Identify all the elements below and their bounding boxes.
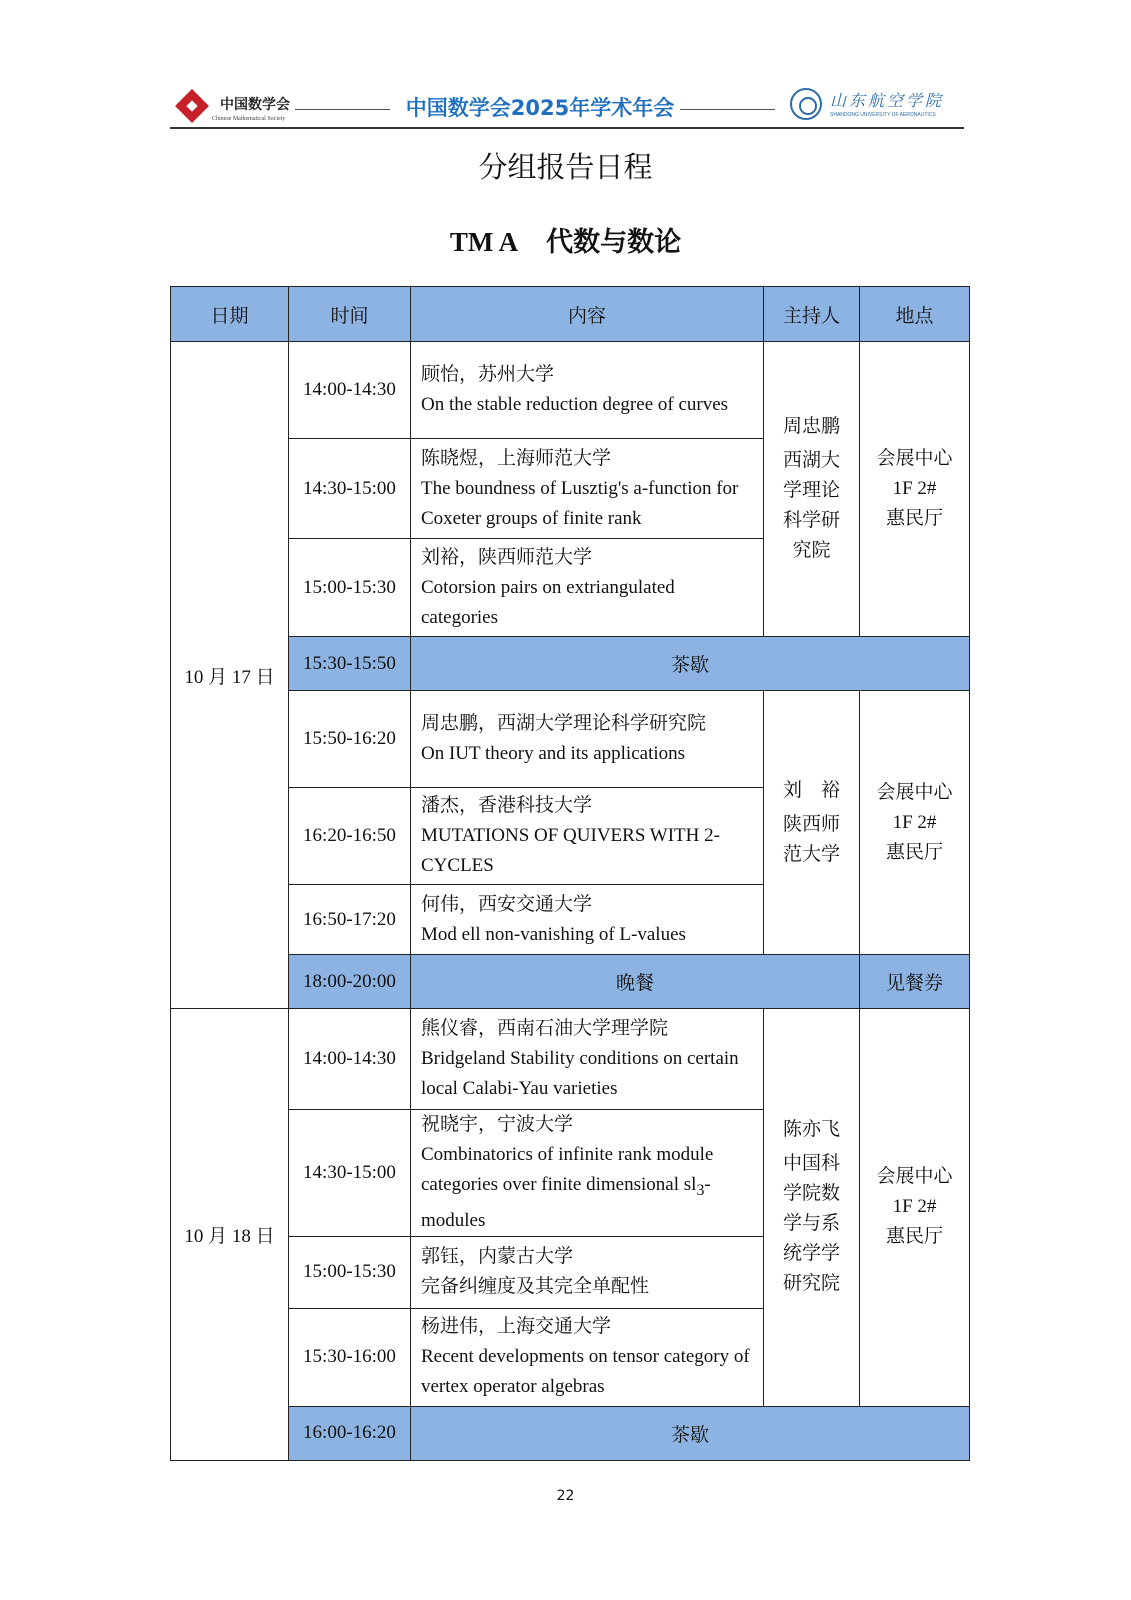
time-cell: 14:30-15:00 <box>289 439 411 539</box>
break-place: 见餐券 <box>860 955 970 1009</box>
speaker: 何伟，西安交通大学 <box>421 893 593 915</box>
time-cell: 16:20-16:50 <box>289 788 411 885</box>
header-host: 主持人 <box>764 287 860 342</box>
cms-logo-en: Chinese Mathematical Society <box>212 116 286 122</box>
place-line: 1F 2# <box>892 478 937 499</box>
time-cell: 14:00-14:30 <box>289 342 411 439</box>
break-label: 茶歇 <box>411 637 970 691</box>
break-label: 晚餐 <box>411 955 860 1009</box>
talk-title-subscript: 3 <box>696 1181 705 1199</box>
talk-cell <box>411 885 764 955</box>
section-code: TM A <box>449 227 519 257</box>
talk-cell <box>411 1009 764 1110</box>
speaker: 祝晓宇，宁波大学 <box>421 1114 574 1135</box>
page-title: 分组报告日程 <box>478 150 653 184</box>
talk-title: Cotorsion pairs on extriangulated categories <box>421 576 675 628</box>
talk-cell <box>411 539 764 637</box>
host-org-line: 研究院 <box>782 1273 840 1295</box>
time-cell: 16:50-17:20 <box>289 885 411 955</box>
cms-logo <box>176 88 306 128</box>
place-line: 会展中心 <box>876 448 953 469</box>
host-cell <box>764 342 860 637</box>
time-cell: 15:00-15:30 <box>289 539 411 637</box>
host-org-line: 西湖大 <box>782 450 840 471</box>
talk-title: On IUT theory and its applications <box>421 743 686 764</box>
host-org-line: 陕西师 <box>782 813 840 835</box>
place-line: 会展中心 <box>876 781 953 803</box>
date-cell: 10 月 17 日 <box>171 342 289 1009</box>
place-line: 惠民厅 <box>885 841 943 863</box>
talk-title-tail: -modules <box>421 1174 711 1231</box>
host-org-line: 学理论 <box>782 480 840 501</box>
break-row <box>171 955 970 1009</box>
page-number: 22 <box>556 1488 575 1504</box>
section-name: 代数与数论 <box>546 227 682 257</box>
date-cell: 10 月 18 日 <box>171 1009 289 1461</box>
time-cell: 14:30-15:00 <box>289 1110 411 1237</box>
university-logo <box>790 84 964 126</box>
time-cell: 14:00-14:30 <box>289 1009 411 1110</box>
cms-diamond-icon <box>175 89 209 123</box>
host-org-line: 科学研 <box>782 510 840 531</box>
host-org-line: 统学学 <box>782 1243 840 1265</box>
host-name: 刘 裕 <box>782 779 840 801</box>
talk-title: On the stable reduction degree of curves <box>421 394 729 415</box>
header-date: 日期 <box>171 287 289 342</box>
break-row <box>171 1406 970 1460</box>
place-cell <box>860 1009 970 1407</box>
talk-cell <box>411 1308 764 1406</box>
speaker: 刘裕，陕西师范大学 <box>421 546 593 568</box>
table-row <box>171 691 970 788</box>
table-row <box>171 342 970 439</box>
place-line: 惠民厅 <box>885 1226 943 1248</box>
speaker: 陈晓煜，上海师范大学 <box>421 447 612 469</box>
talk-cell <box>411 1110 764 1237</box>
cms-logo-cn: 中国数学会 <box>220 97 290 113</box>
host-org-line: 中国科 <box>782 1153 840 1175</box>
host-cell <box>764 691 860 955</box>
table-row <box>171 1009 970 1110</box>
talk-cell <box>411 788 764 885</box>
speaker: 熊仪睿，西南石油大学理学院 <box>421 1018 669 1039</box>
break-row <box>171 637 970 691</box>
header-divider-right <box>680 109 775 110</box>
place-cell <box>860 342 970 637</box>
speaker: 周忠鹏，西湖大学理论科学研究院 <box>421 713 707 734</box>
talk-title: MUTATIONS OF QUIVERS WITH 2-CYCLES <box>421 825 720 876</box>
talk-title <box>421 1140 753 1236</box>
talk-title: The boundness of Lusztig's a-function for Coxeter groups of finite rank <box>421 477 739 529</box>
place-line: 会展中心 <box>876 1166 953 1188</box>
header-place: 地点 <box>860 287 970 342</box>
header-rule <box>170 127 964 129</box>
host-org-line: 究院 <box>792 540 831 561</box>
place-line: 惠民厅 <box>885 508 943 529</box>
time-cell: 18:00-20:00 <box>289 955 411 1009</box>
talk-title-sl: sl <box>683 1174 697 1195</box>
time-cell: 16:00-16:20 <box>289 1406 411 1460</box>
university-logo-en: SHANDONG UNIVERSITY OF AERONAUTICS <box>830 112 936 118</box>
time-cell: 15:30-16:00 <box>289 1308 411 1406</box>
host-org-line: 学与系 <box>782 1213 840 1235</box>
speaker: 郭钰，内蒙古大学 <box>421 1246 574 1268</box>
page-header <box>170 80 964 130</box>
header-time: 时间 <box>289 287 411 342</box>
university-seal-icon <box>790 88 822 120</box>
talk-title: Mod ell non-vanishing of L-values <box>421 923 686 945</box>
talk-title: 完备纠缠度及其完全单配性 <box>421 1276 650 1298</box>
talk-cell <box>411 439 764 539</box>
talk-cell <box>411 342 764 439</box>
host-name: 周忠鹏 <box>782 416 840 437</box>
table-header-row <box>171 287 970 342</box>
schedule-table <box>170 286 970 1461</box>
conference-title: 中国数学会2025年学术年会 <box>405 96 675 120</box>
section-title <box>0 220 1131 259</box>
header-divider-left <box>295 109 390 110</box>
talk-title: Recent developments on tensor category of vertex operator algebras <box>421 1346 750 1398</box>
host-name: 陈亦飞 <box>782 1119 840 1141</box>
break-label: 茶歇 <box>411 1406 970 1460</box>
time-cell: 15:30-15:50 <box>289 637 411 691</box>
host-org-line: 学院数 <box>782 1183 840 1205</box>
talk-title: Bridgeland Stability conditions on certain local Calabi-Yau varieties <box>421 1048 739 1099</box>
place-cell <box>860 691 970 955</box>
time-cell: 15:50-16:20 <box>289 691 411 788</box>
talk-title-text: Combinatorics of infinite rank module categories over finite dimensional <box>421 1144 714 1195</box>
university-logo-cn: 山东航空学院 <box>830 91 945 110</box>
host-org-line: 范大学 <box>782 843 840 865</box>
place-line: 1F 2# <box>892 1196 937 1218</box>
speaker: 潘杰，香港科技大学 <box>421 795 593 816</box>
speaker: 杨进伟，上海交通大学 <box>421 1316 612 1338</box>
time-cell: 15:00-15:30 <box>289 1236 411 1308</box>
place-line: 1F 2# <box>892 811 937 833</box>
speaker: 顾怡，苏州大学 <box>421 364 555 385</box>
host-cell <box>764 1009 860 1407</box>
talk-cell <box>411 691 764 788</box>
talk-cell <box>411 1236 764 1308</box>
header-content: 内容 <box>411 287 764 342</box>
